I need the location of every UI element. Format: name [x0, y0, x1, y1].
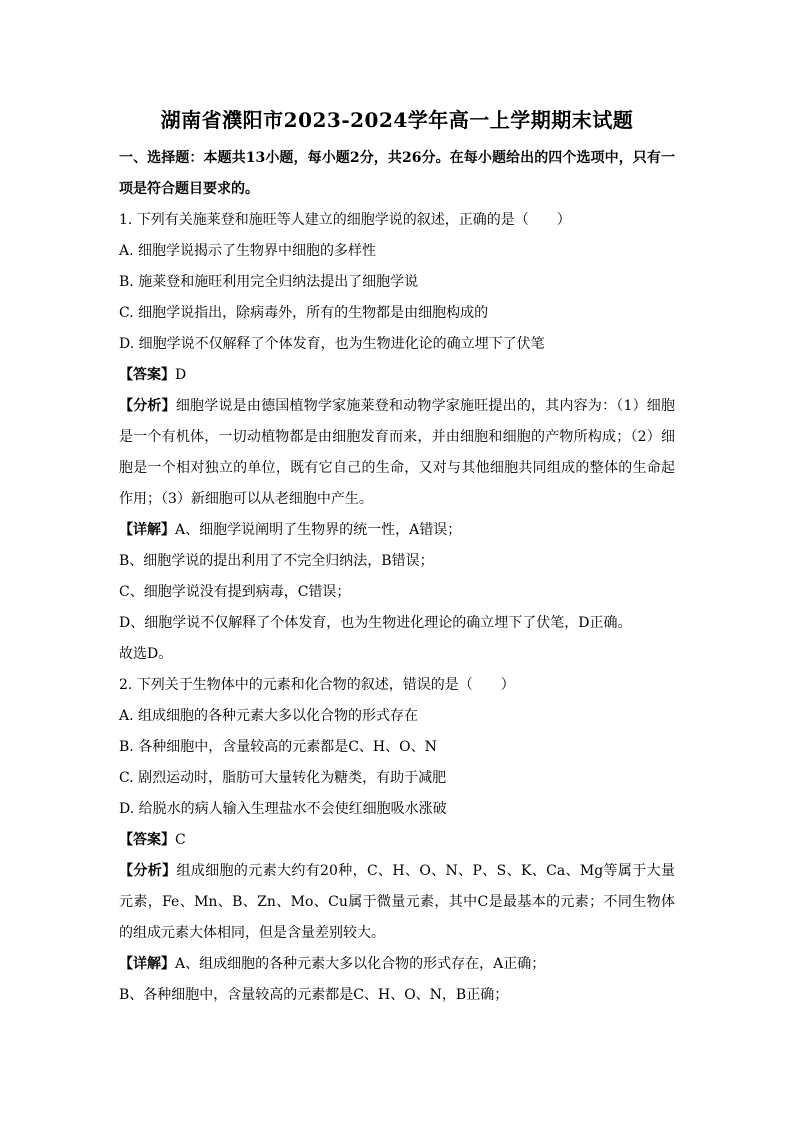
document-body	[119, 143, 675, 1011]
option-b: B. 施莱登和施旺利用完全归纳法提出了细胞学说	[119, 274, 419, 290]
detail-text: A、组成细胞的各种元素大多以化合物的形式存在，A正确；	[175, 956, 546, 972]
section-heading: 一、选择题：本题共13小题，每小题2分，共26分。在每小题给出的四个选项中，只有一项是符合题目要求的。	[119, 150, 675, 197]
option-d: D. 细胞学说不仅解释了个体发育，也为生物进化论的确立埋下了伏笔	[119, 336, 545, 352]
document-title: 湖南省濮阳市2023-2024学年高一上学期期末试题	[160, 108, 634, 132]
question-2	[119, 670, 675, 1011]
analysis-text: 组成细胞的元素大约有20种，C、H、O、N、P、S、K、Ca、Mg等属于大量元素，Fe、Mn、B、Zn、Mo、Cu属于微量元素，其中C是最基本的元素；不同生物体的组成元素大体相同，但是含量差别较大。	[119, 863, 676, 941]
analysis-paragraph	[119, 391, 675, 515]
analysis-paragraph	[119, 856, 675, 949]
answer-line	[119, 360, 675, 391]
question-stem: 1. 下列有关施莱登和施旺等人建立的细胞学说的叙述，正确的是（ ）	[119, 212, 571, 228]
answer-line	[119, 825, 675, 856]
detail-tag: 【详解】	[119, 956, 175, 972]
option-a: A. 组成细胞的各种元素大多以化合物的形式存在	[119, 708, 419, 724]
analysis-tag: 【分析】	[119, 863, 177, 879]
detail-line: B、各种细胞中，含量较高的元素都是C、H、O、N，B正确；	[119, 987, 509, 1003]
detail-tag: 【详解】	[119, 522, 175, 538]
detail-line	[119, 949, 675, 980]
answer-value: D	[175, 367, 187, 383]
answer-tag: 【答案】	[119, 367, 175, 383]
option-c: C. 剧烈运动时，脂肪可大量转化为糖类，有助于减肥	[119, 770, 447, 786]
detail-line: D、细胞学说不仅解释了个体发育，也为生物进化理论的确立埋下了伏笔，D正确。	[119, 615, 632, 631]
option-a: A. 细胞学说揭示了生物界中细胞的多样性	[119, 243, 377, 259]
detail-line: B、细胞学说的提出利用了不完全归纳法，B错误；	[119, 553, 434, 569]
analysis-text: 细胞学说是由德国植物学家施莱登和动物学家施旺提出的，其内容为：（1）细胞是一个有机体，一切动植物都是由细胞发育而来，并由细胞和细胞的产物所构成；（2）细胞是一个相对独立的单位，既有它自己的生命，又对与其他细胞共同组成的整体的生命起作用；（3）新细胞可以从老细胞中产生。	[119, 398, 676, 507]
conclusion-line: 故选D。	[119, 646, 173, 662]
option-b: B. 各种细胞中，含量较高的元素都是C、H、O、N	[119, 739, 437, 755]
question-1	[119, 205, 675, 670]
option-c: C. 细胞学说指出，除病毒外，所有的生物都是由细胞构成的	[119, 305, 489, 321]
question-stem: 2. 下列关于生物体中的元素和化合物的叙述，错误的是（ ）	[119, 677, 515, 693]
detail-line: C、细胞学说没有提到病毒，C错误；	[119, 584, 351, 600]
detail-text: A、细胞学说阐明了生物界的统一性，A错误；	[175, 522, 462, 538]
option-d: D. 给脱水的病人输入生理盐水不会使红细胞吸水涨破	[119, 801, 447, 817]
answer-tag: 【答案】	[119, 832, 175, 848]
detail-line	[119, 515, 675, 546]
answer-value: C	[175, 832, 186, 848]
analysis-tag: 【分析】	[119, 398, 176, 414]
